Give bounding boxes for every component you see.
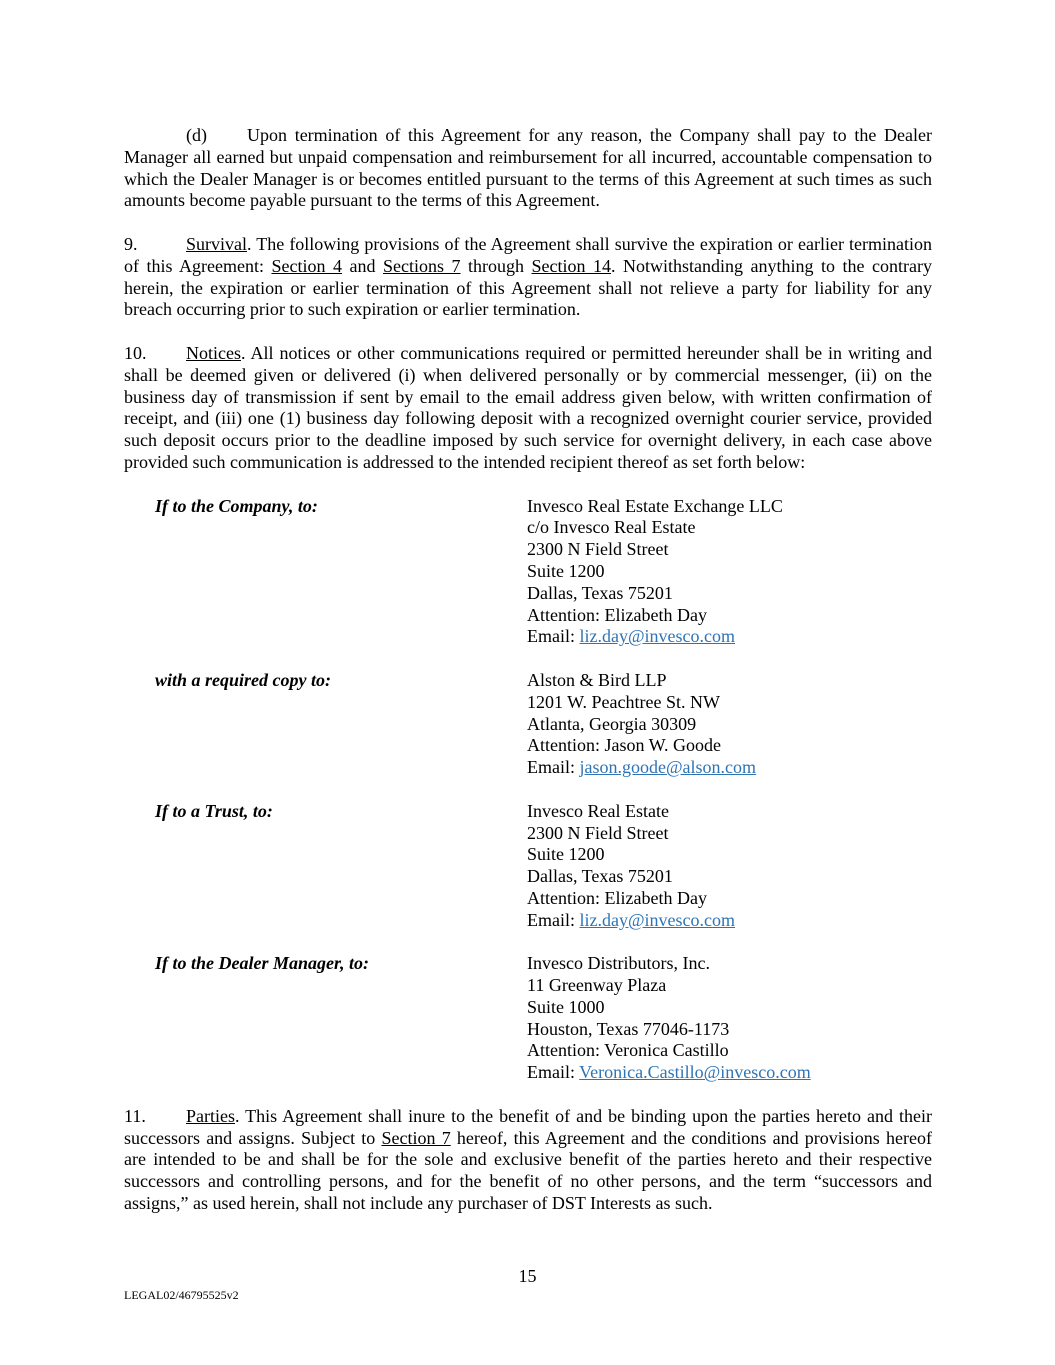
email-prefix: Email:	[527, 626, 580, 647]
email-link[interactable]: liz.day@invesco.com	[579, 909, 736, 930]
section-10-heading: Notices	[186, 342, 241, 363]
address-line: Suite 1200	[527, 844, 605, 865]
address-line: Attention: Jason W. Goode	[527, 735, 721, 756]
address-line: Attention: Elizabeth Day	[527, 887, 707, 908]
document-body	[124, 125, 932, 1237]
address-line: Invesco Real Estate Exchange LLC	[527, 495, 783, 516]
address-line: 1201 W. Peachtree St. NW	[527, 691, 720, 712]
email-prefix: Email:	[527, 757, 580, 778]
address-line: Alston & Bird LLP	[527, 669, 667, 690]
address-line: Atlanta, Georgia 30309	[527, 713, 697, 734]
address-line: 2300 N Field Street	[527, 822, 669, 843]
page-number: 15	[518, 1266, 537, 1286]
address-line: Attention: Elizabeth Day	[527, 604, 707, 625]
notice-block	[124, 670, 932, 779]
section-ref-link: Section 4	[271, 255, 342, 276]
email-line	[527, 626, 932, 648]
section-9-number: 9.	[124, 233, 138, 254]
address-line: Dallas, Texas 75201	[527, 582, 673, 603]
notice-address	[527, 670, 932, 779]
section-11-number: 11.	[124, 1105, 146, 1126]
notice-block	[124, 953, 932, 1084]
notices-list	[124, 496, 932, 1085]
paragraph-d	[124, 125, 932, 212]
notice-recipient-label: If to a Trust, to:	[155, 800, 273, 821]
section-11-heading: Parties	[186, 1105, 235, 1126]
email-line	[527, 910, 932, 932]
section-9: 9. Survival. The following provisions of the Agreement shall survive the expiration or earlier termination of this Agreement: Section 4 and Sections 7 through Section 14. Notwithstanding anything to the contrary herein, the expiration or earlier termination of this Agreement shall not relieve a party for liability for any breach occurring prior to such expiration or earlier termination.	[124, 233, 932, 320]
address-line: Attention: Veronica Castillo	[527, 1040, 729, 1061]
section-ref-link: Section 14	[531, 255, 612, 276]
address-line: Suite 1200	[527, 560, 605, 581]
address-line: 2300 N Field Street	[527, 539, 669, 560]
section-10-number: 10.	[124, 342, 147, 363]
address-line: Houston, Texas 77046-1173	[527, 1018, 730, 1039]
email-line	[527, 1062, 932, 1084]
section-9-heading: Survival	[186, 233, 247, 254]
section-10: 10. Notices. All notices or other communications required or permitted hereunder shall be in writing and shall be deemed given or delivered (i) when delivered personally or by commercial messenger, (ii) on the business day of transmission if sent by email to the email address given below, with written confirmation of receipt, and (iii) one (1) business day following deposit with a recognized overnight courier service, provided such deposit occurs prior to the deadline imposed by such service for overnight delivery, in each case above provided such communication is addressed to the intended recipient thereof as set forth below:	[124, 342, 932, 472]
notice-block	[124, 496, 932, 649]
document-footer-id: LEGAL02/46795525v2	[124, 1288, 239, 1302]
email-prefix: Email:	[527, 909, 580, 930]
address-line: 11 Greenway Plaza	[527, 975, 667, 996]
address-line: Invesco Real Estate	[527, 800, 669, 821]
email-link[interactable]: jason.goode@alson.com	[579, 757, 757, 778]
section-ref-link: Sections 7	[382, 255, 461, 276]
email-link[interactable]: liz.day@invesco.com	[579, 626, 736, 647]
address-line: Suite 1000	[527, 996, 605, 1017]
notice-recipient-label: with a required copy to:	[155, 669, 331, 690]
address-line: Dallas, Texas 75201	[527, 866, 673, 887]
section-11: 11. Parties. This Agreement shall inure to the benefit of and be binding upon the parties hereto and their successors and assigns. Subject to Section 7 hereof, this Agreement and the conditions and provisions hereof are intended to be and shall be for the sole and exclusive benefit of the parties hereto and their respective successors and controlling persons, and for the benefit of no other persons, and the term “successors and assigns,” as used herein, shall not include any purchaser of DST Interests as such.	[124, 1105, 932, 1214]
address-line: c/o Invesco Real Estate	[527, 517, 696, 538]
notice-block	[124, 801, 932, 932]
email-link[interactable]: Veronica.Castillo@invesco.com	[579, 1062, 811, 1083]
paragraph-d-marker: (d)	[186, 125, 207, 145]
paragraph-d-text: Upon termination of this Agreement for any reason, the Company shall pay to the Dealer Manager all earned but unpaid compensation and reimbursement for all incurred, accountable compensation to which the Dealer Manager is or becomes entitled pursuant to the terms of this Agreement at such times as such amounts become payable pursuant to the terms of this Agreement.	[124, 125, 932, 211]
address-line: Invesco Distributors, Inc.	[527, 953, 710, 974]
section-ref-link: Section 7	[381, 1127, 451, 1148]
notice-recipient-label: If to the Dealer Manager, to:	[155, 953, 369, 974]
email-prefix: Email:	[527, 1062, 580, 1083]
notice-address	[527, 953, 932, 1084]
notice-address	[527, 801, 932, 932]
notice-recipient-label: If to the Company, to:	[155, 495, 318, 516]
notice-address	[527, 496, 932, 649]
email-line	[527, 757, 932, 779]
